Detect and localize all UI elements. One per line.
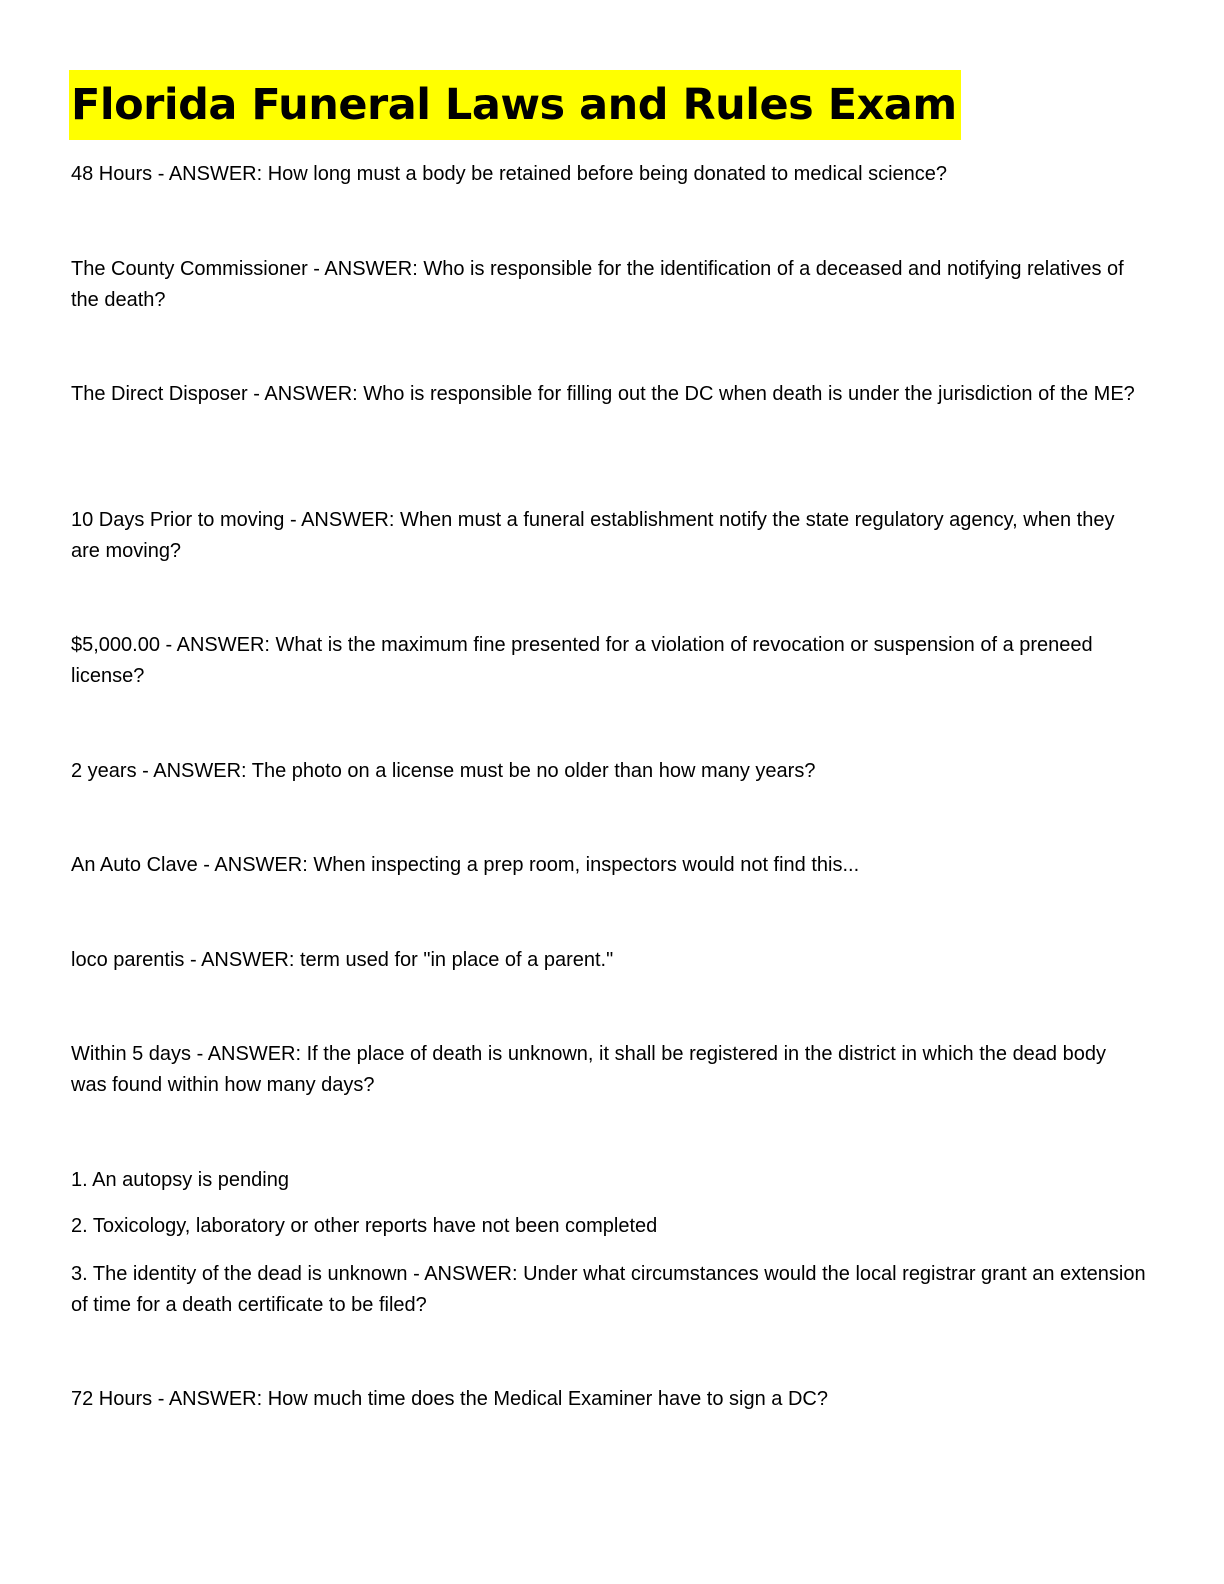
qa-entry-2: The County Commissioner - ANSWER: Who is responsible for the identification of a deceased and notifying relatives of the death? — [71, 258, 1124, 311]
list-item-1: 1. An autopsy is pending — [71, 1169, 289, 1191]
qa-entry-1: 48 Hours - ANSWER: How long must a body be retained before being donated to medical science? — [71, 163, 948, 185]
document-page — [71, 70, 1146, 1410]
qa-entry-9: Within 5 days - ANSWER: If the place of death is unknown, it shall be registered in the district in which the dead body was found within how many days? — [71, 1043, 1106, 1096]
qa-entry-8: loco parentis - ANSWER: term used for "in place of a parent." — [71, 949, 614, 971]
qa-entry-7: An Auto Clave - ANSWER: When inspecting a prep room, inspectors would not find this... — [71, 854, 860, 876]
document-title: Florida Funeral Laws and Rules Exam — [69, 70, 961, 140]
qa-entry-last: 72 Hours - ANSWER: How much time does the Medical Examiner have to sign a DC? — [71, 1388, 828, 1410]
qa-entry-5: $5,000.00 - ANSWER: What is the maximum fine presented for a violation of revocation or suspension of a preneed license? — [71, 634, 1093, 687]
list-item-2: 2. Toxicology, laboratory or other reports have not been completed — [71, 1215, 658, 1237]
list-item-3: 3. The identity of the dead is unknown - ANSWER: Under what circumstances would the local registrar grant an extension of time for a death certificate to be filed? — [71, 1263, 1146, 1316]
qa-entry-4: 10 Days Prior to moving - ANSWER: When must a funeral establishment notify the state regulatory agency, when they are moving? — [71, 509, 1115, 562]
qa-entry-3: The Direct Disposer - ANSWER: Who is responsible for filling out the DC when death is under the jurisdiction of the ME? — [71, 383, 1135, 405]
qa-entry-6: 2 years - ANSWER: The photo on a license must be no older than how many years? — [71, 760, 816, 782]
